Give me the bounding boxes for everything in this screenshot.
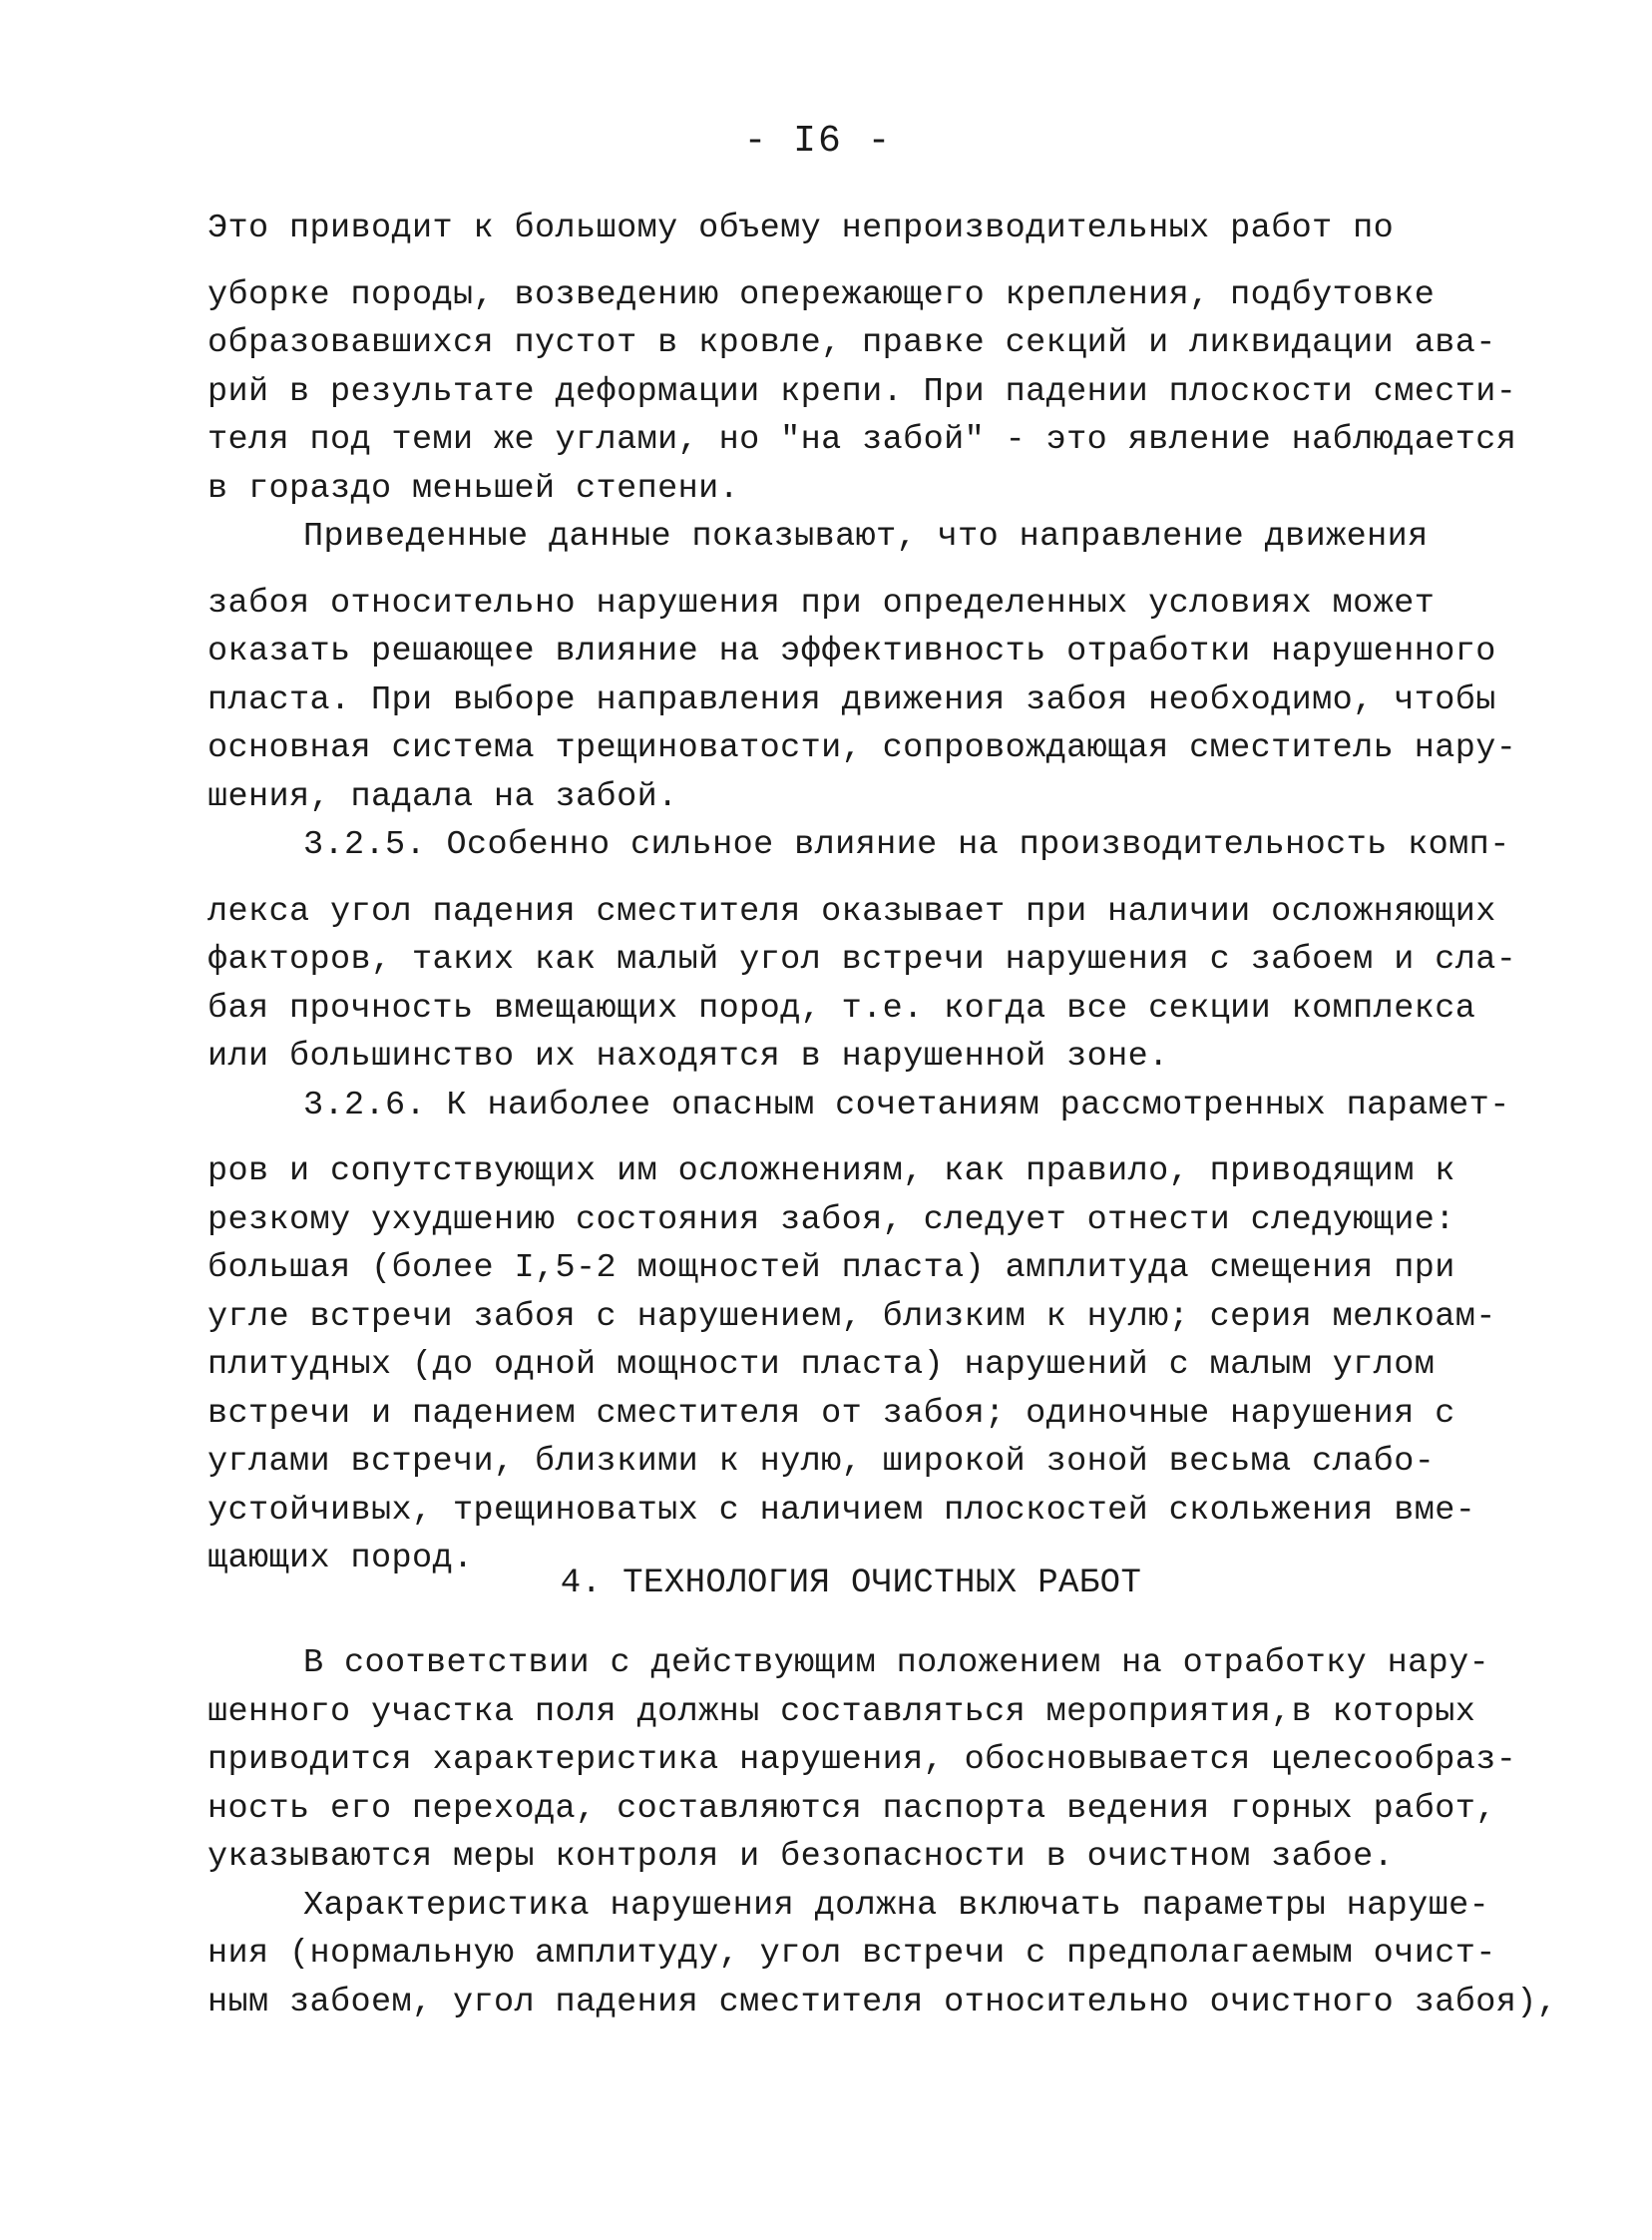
text-line: в гораздо меньшей степени. [207,469,740,508]
text-line: 3.2.5. Особенно сильное влияние на производительность комп- [303,826,1510,864]
text-line: рий в результате деформации крепи. При падении плоскости смести- [207,372,1517,411]
paragraph [207,1639,1517,1882]
text-line: углами встречи, близкими к нулю, широкой зоной весьма слабо- [207,1443,1436,1481]
text-line: 3.2.6. К наиболее опасным сочетаниям рассмотренных парамет- [303,1086,1510,1124]
section-3-text [207,205,1517,1583]
text-line: ров и сопутствующих им осложнениям, как правило, приводящим к [207,1152,1455,1190]
text-line: пласта. При выборе направления движения забоя необходимо, чтобы [207,680,1496,719]
text-line: основная система трещиноватости, сопровождающая сместитель нару- [207,729,1517,767]
text-line: встречи и падением сместителя от забоя; одиночные нарушения с [207,1394,1455,1433]
text-line: приводится характеристика нарушения, обосновывается целесообраз- [207,1741,1517,1779]
text-line: угле встречи забоя с нарушением, близким к нулю; серия мелкоам- [207,1297,1496,1336]
text-line: уборке породы, возведению опережающего крепления, подбутовке [207,275,1436,314]
text-line: ным забоем, угол падения сместителя относительно очистного забоя), [207,1983,1558,2021]
text-line: шения, падала на забой. [207,777,678,816]
section-heading: 4. ТЕХНОЛОГИЯ ОЧИСТНЫХ РАБОТ [560,1565,1142,1602]
paragraph [207,513,1517,821]
paragraph [207,821,1517,1082]
text-line: Характеристика нарушения должна включать параметры наруше- [303,1886,1490,1925]
text-line: ность его перехода, составляются паспорта ведения горных работ, [207,1789,1496,1828]
text-line: резкому ухудшению состояния забоя, следует отнести следующие: [207,1200,1455,1239]
text-line: щающих пород. [207,1540,474,1577]
text-line: ния (нормальную амплитуду, угол встречи с предполагаемым очист- [207,1935,1496,1973]
text-line: устойчивых, трещиноватых с наличием плоскостей скольжения вме- [207,1491,1476,1530]
page-number: - I6 - [743,120,893,163]
text-line: оказать решающее влияние на эффективность отработки нарушенного [207,633,1496,671]
text-line: большая (более I,5-2 мощностей пласта) амплитуда смещения при [207,1249,1455,1287]
paragraph [207,1882,1558,2027]
section-4-text [207,1639,1558,2026]
text-line: указываются меры контроля и безопасности в очистном забое. [207,1838,1395,1876]
text-line: Это приводит к большому объему непроизводительных работ по [207,210,1395,247]
text-line: шенного участка поля должны составляться мероприятия,в которых [207,1692,1476,1731]
text-line: лекса угол падения сместителя оказывает при наличии осложняющих [207,892,1496,931]
text-line: забоя относительно нарушения при определенных условиях может [207,584,1436,623]
text-line: Приведенные данные показывают, что направление движения [303,518,1429,556]
text-line: бая прочность вмещающих пород, т.е. когда все секции комплекса [207,989,1476,1028]
text-line: теля под теми же углами, но "на забой" - это явление наблюдается [207,421,1517,459]
text-line: плитудных (до одной мощности пласта) нарушений с малым углом [207,1346,1436,1384]
text-line: образовавшихся пустот в кровле, правке секций и ликвидации ава- [207,324,1496,362]
text-line: или большинство их находятся в нарушенной зоне. [207,1038,1169,1076]
text-line: факторов, таких как малый угол встречи нарушения с забоем и сла- [207,941,1517,979]
paragraph [207,205,1517,513]
paragraph [207,1082,1510,1583]
text-line: В соответствии с действующим положением на отработку нару- [303,1644,1490,1682]
